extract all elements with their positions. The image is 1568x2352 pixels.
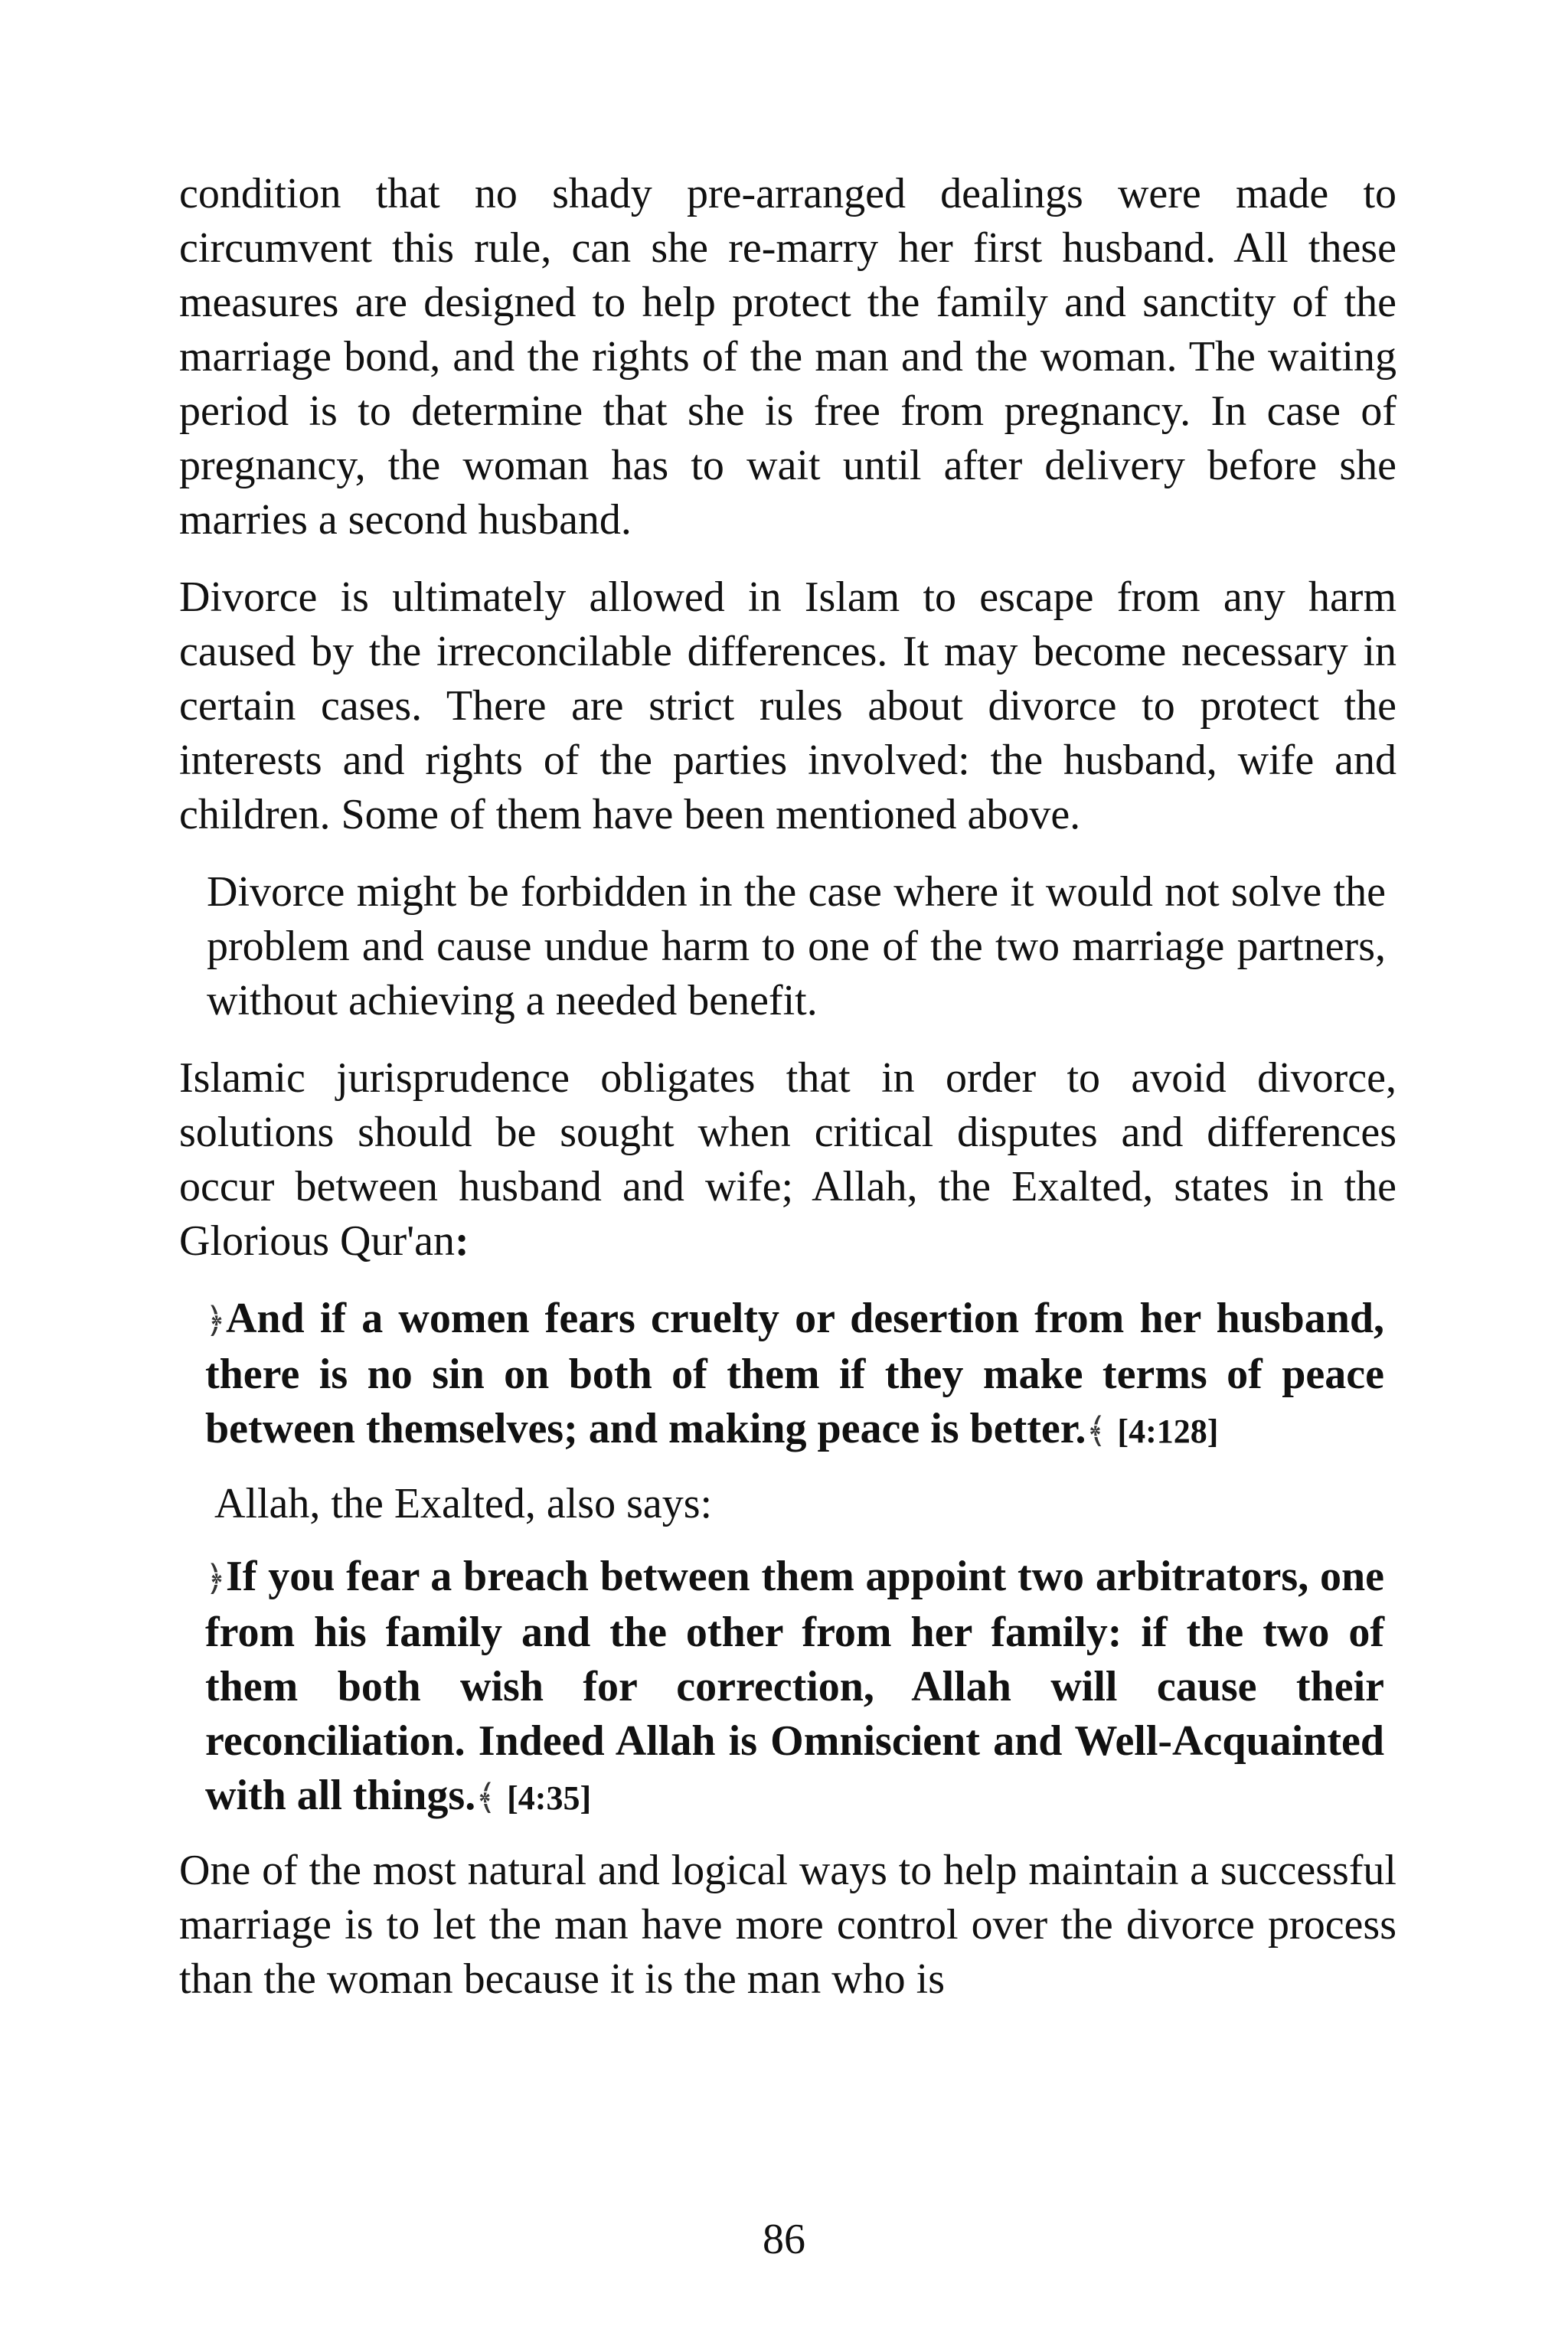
paragraph-jurisprudence-colon: : <box>455 1217 469 1265</box>
paragraph-marriage-control: One of the most natural and logical ways to help maintain a successful marriage is to let the man have more control over the divorce process than the woman because it is the man who is <box>179 1847 1396 2003</box>
quran-verse-4-35 <box>205 1550 1384 1825</box>
verse-open-bracket: ﴿ <box>205 1301 226 1340</box>
paragraph-divorce-allowed: Divorce is ultimately allowed in Islam to escape from any harm caused by the irreconcilable differences. It may become necessary in certain cases. There are strict rules about divorce to protect the interests and rights of the parties involved: the husband, wife and children. Some of them have been mentioned above. <box>179 573 1396 838</box>
quran-verse-4-128 <box>205 1292 1384 1459</box>
page-number: 86 <box>763 2216 805 2263</box>
paragraph-jurisprudence <box>179 1051 1396 1269</box>
verse-text: And if a women fears cruelty or desertion from her husband, there is no sin on both of them if they make terms of peace between themselves; and making peace is better. <box>205 1295 1384 1452</box>
paragraph-waiting-period: condition that no shady pre-arranged dealings were made to circumvent this rule, can she re-marry her first husband. All these measures are designed to help protect the family and sanctity of the marriage bond, and the rights of the man and the woman. The waiting period is to determine that she is free from pregnancy. In case of pregnancy, the woman has to wait until after delivery before she marries a second husband. <box>179 170 1396 544</box>
intro-line: Allah, the Exalted, also says: <box>214 1480 713 1527</box>
verse-close-bracket: ﴾ <box>1086 1411 1107 1450</box>
verse-close-bracket: ﴾ <box>475 1778 497 1817</box>
verse-reference: [4:35] <box>507 1779 592 1817</box>
verse-open-bracket: ﴿ <box>205 1559 226 1598</box>
verse-text: If you fear a breach between them appoint two arbitrators, one from his family and the other from her family: if the two of them both wish for correction, Allah will cause their reconciliation. Indeed Allah is Omniscient and Well-Acquainted with all things. <box>205 1553 1384 1819</box>
paragraph-divorce-forbidden: Divorce might be forbidden in the case where it would not solve the problem and cause undue harm to one of the two marriage partners, without achieving a needed benefit. <box>207 868 1386 1024</box>
page-body <box>179 167 1396 2030</box>
paragraph-jurisprudence-text: Islamic jurisprudence obligates that in order to avoid divorce, solutions should be sought when critical disputes and differences occur between husband and wife; Allah, the Exalted, states in the Glorious Qur'an <box>179 1054 1396 1265</box>
verse-reference: [4:128] <box>1117 1413 1219 1450</box>
